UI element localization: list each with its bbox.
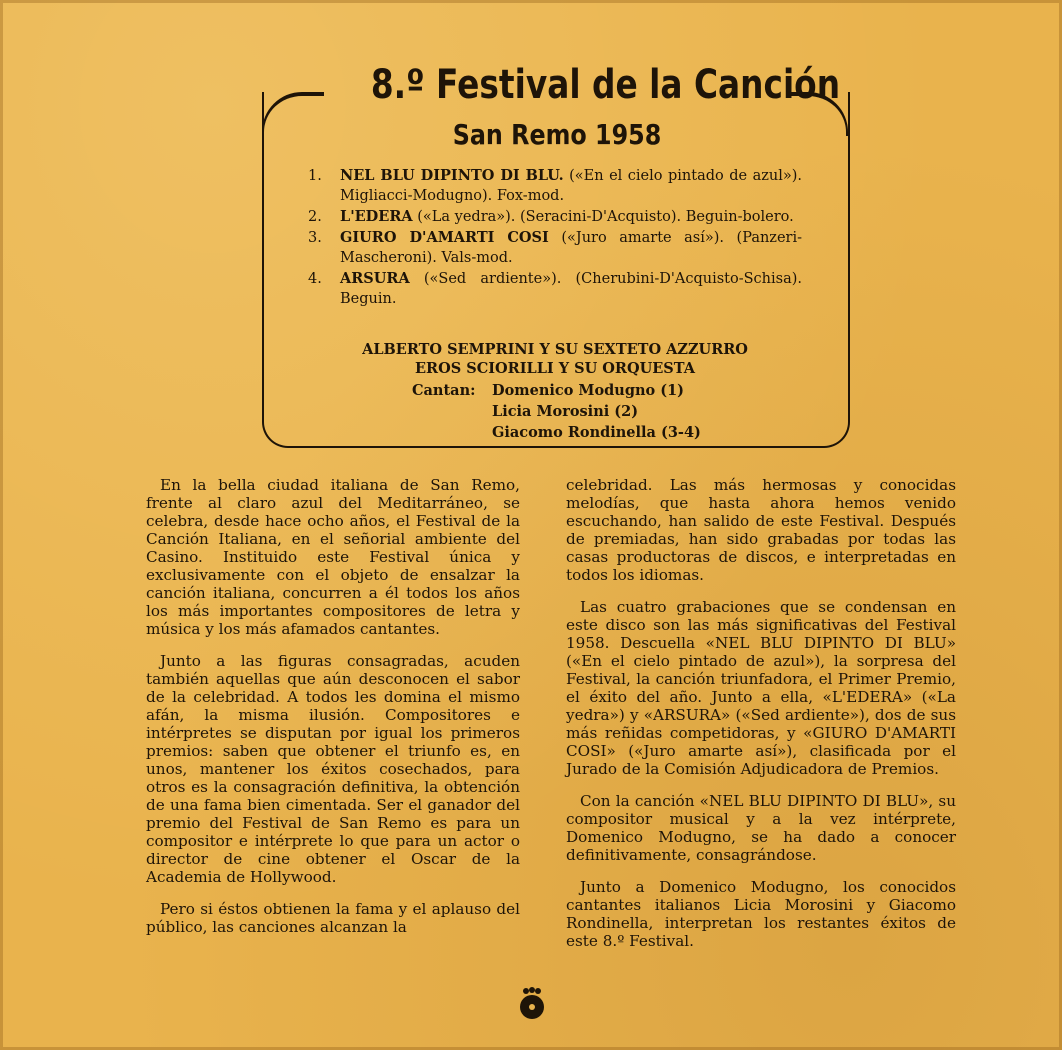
track-text <box>340 228 802 268</box>
track-details: («Juro amarte así»). (Panzeri-Mascheroni). Vals-mod. <box>340 230 802 266</box>
track-number: 3. <box>308 230 322 246</box>
track-item <box>308 207 802 227</box>
track-number: 4. <box>308 271 322 287</box>
track-number: 2. <box>308 209 322 225</box>
festival-subtitle: San Remo 1958 <box>452 118 662 151</box>
track-number: 1. <box>308 168 322 184</box>
paragraph: En la bella ciudad italiana de San Remo, frente al claro azul del Meditarráneo, se celebra, desde hace ocho años, el Festival de la Canción Italiana, en el señorial ambiente del Casino. Instituido este Festival única y exclusivamente con el objeto de ensalzar la canción italiana, concurren a él todos los años los más importantes compositores de letra y música y los más afamados cantantes. <box>146 476 520 638</box>
track-details: («En el cielo pintado de azul»). Migliacci-Modugno). Fox-mod. <box>340 168 802 204</box>
track-item <box>308 166 802 206</box>
track-list <box>308 166 802 310</box>
track-item <box>308 269 802 309</box>
artists-block <box>308 340 802 378</box>
track-title: L'EDERA <box>340 208 413 225</box>
artist-line: ALBERTO SEMPRINI Y SU SEXTETO AZZURRO <box>362 341 748 358</box>
record-label-logo-icon <box>518 986 546 1020</box>
liner-notes-right-column <box>566 476 956 964</box>
singer: Giacomo Rondinella (3-4) <box>492 424 701 441</box>
paragraph: Junto a las figuras consagradas, acuden también aquellas que aún desconocen el sabor de la celebridad. A todos les domina el mismo afán, la misma ilusión. Compositores e intérpretes se disputan por igual los primeros premios: saben que obtener el triunfo es, en unos, mantener los éxitos cosechados, para otros es la consagración definitiva, la obtención de una fama bien cimentada. Ser el ganador del premio del Festival de San Remo es para un compositor e intérprete lo que para un actor o director de cine obtener el Oscar de la Academia de Hollywood. <box>146 652 520 886</box>
track-item <box>308 228 802 268</box>
singer: Domenico Modugno (1) <box>492 382 685 399</box>
track-text <box>340 166 802 206</box>
paragraph: Con la canción «NEL BLU DIPINTO DI BLU», su compositor musical y a la vez intérprete, Domenico Modugno, se ha dado a conocer definitivamente, consagrándose. <box>566 792 956 864</box>
track-title: GIURO D'AMARTI COSI <box>340 229 549 246</box>
paragraph: Pero si éstos obtienen la fama y el aplauso del público, las canciones alcanzan la <box>146 900 520 936</box>
singer: Licia Morosini (2) <box>492 403 639 420</box>
festival-title: 8.º Festival de la Canción <box>370 62 841 108</box>
track-title: ARSURA <box>340 270 410 287</box>
paragraph: Junto a Domenico Modugno, los conocidos cantantes italianos Licia Morosini y Giacomo Rondinella, interpretan los restantes éxitos de este 8.º Festival. <box>566 878 956 950</box>
track-details: («Sed ardiente»). (Cherubini-D'Acquisto-Schisa). Beguin. <box>340 271 802 307</box>
artist-line: EROS SCIORILLI Y SU ORQUESTA <box>414 360 696 377</box>
track-details: («La yedra»). (Seracini-D'Acquisto). Beguin-bolero. <box>412 209 794 225</box>
track-title: NEL BLU DIPINTO DI BLU. <box>340 167 564 184</box>
track-text <box>340 207 802 227</box>
singers-block <box>412 380 701 443</box>
liner-notes-left-column <box>146 476 520 950</box>
paragraph: Las cuatro grabaciones que se condensan en este disco son las más significativas del Festival 1958. Descuella «NEL BLU DIPINTO DI BLU» («En el cielo pintado de azul»), la sorpresa del Festival, la canción triunfadora, el Primer Premio, el éxito del año. Junto a ella, «L'EDERA» («La yedra») y «ARSURA» («Sed ardiente»), dos de sus más reñidas competidoras, y «GIURO D'AMARTI COSI» («Juro amarte así»), clasificada por el Jurado de la Comisión Adjudicadora de Premios. <box>566 598 956 778</box>
track-text <box>340 269 802 309</box>
paragraph: celebridad. Las más hermosas y conocidas melodías, que hasta ahora hemos venido escuchando, han salido de este Festival. Después de premiadas, han sido grabadas por todas las casas productoras de discos, e interpretadas en todos los idiomas. <box>566 476 956 584</box>
singers-label: Cantan: <box>412 382 476 399</box>
